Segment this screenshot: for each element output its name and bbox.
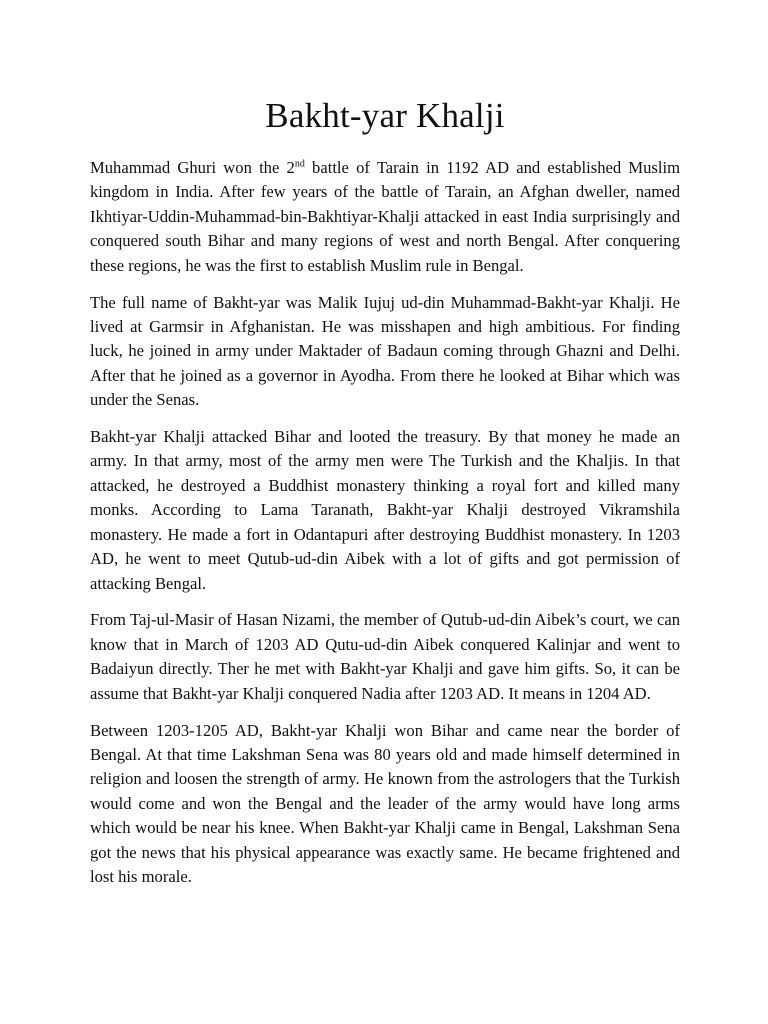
paragraph-1-text-end: battle of Tarain in 1192 AD and established Muslim kingdom in India. After few years of the battle of Tarain, an Afghan dweller, named Ikhtiyar-Uddin-Muhammad-bin-Bakhtiyar-Khalji attacked in east India surprisingly and conquered south Bihar and many regions of west and north Bengal. After conquering these regions, he was the first to establish Muslim rule in Bengal. xyxy=(90,158,680,275)
page-title: Bakht-yar Khalji xyxy=(265,96,505,135)
paragraph-1-text-start: Muhammad Ghuri won the 2 xyxy=(90,158,295,177)
ordinal-superscript: nd xyxy=(294,158,305,170)
paragraph-4: From Taj-ul-Masir of Hasan Nizami, the member of Qutub-ud-din Aibek’s court, we can know that in March of 1203 AD Qutu-ud-din Aibek conquered Kalinjar and went to Badaiyun directly. Ther he met with Bakht-yar Khalji and gave him gifts. So, it can be assume that Bakht-yar Khalji conquered Nadia after 1203 AD. It means in 1204 AD. xyxy=(90,610,680,703)
paragraph-5: Between 1203-1205 AD, Bakht-yar Khalji won Bihar and came near the border of Bengal. At that time Lakshman Sena was 80 years old and made himself determined in religion and loosen the strength of army. He known from the astrologers that the Turkish would come and won the Bengal and the leader of the army would have long arms which would be near his knee. When Bakht-yar Khalji came in Bengal, Lakshman Sena got the news that his physical appearance was exactly same. He became frightened and lost his morale. xyxy=(90,720,680,886)
paragraph-3: Bakht-yar Khalji attacked Bihar and looted the treasury. By that money he made an army. In that army, most of the army men were The Turkish and the Khaljis. In that attacked, he destroyed a Buddhist monastery thinking a royal fort and killed many monks. According to Lama Taranath, Bakht-yar Khalji destroyed Vikramshila monastery. He made a fort in Odantapuri after destroying Buddhist monastery. In 1203 AD, he went to meet Qutub-ud-din Aibek with a lot of gifts and got permission of attacking Bengal. xyxy=(90,427,680,593)
paragraph-1 xyxy=(90,156,680,278)
paragraph-2: The full name of Bakht-yar was Malik Iujuj ud-din Muhammad-Bakht-yar Khalji. He lived at Garmsir in Afghanistan. He was misshapen and high ambitious. For finding luck, he joined in army under Maktader of Badaun coming through Ghazni and Delhi. After that he joined as a governor in Ayodha. From there he looked at Bihar which was under the Senas. xyxy=(90,292,680,410)
